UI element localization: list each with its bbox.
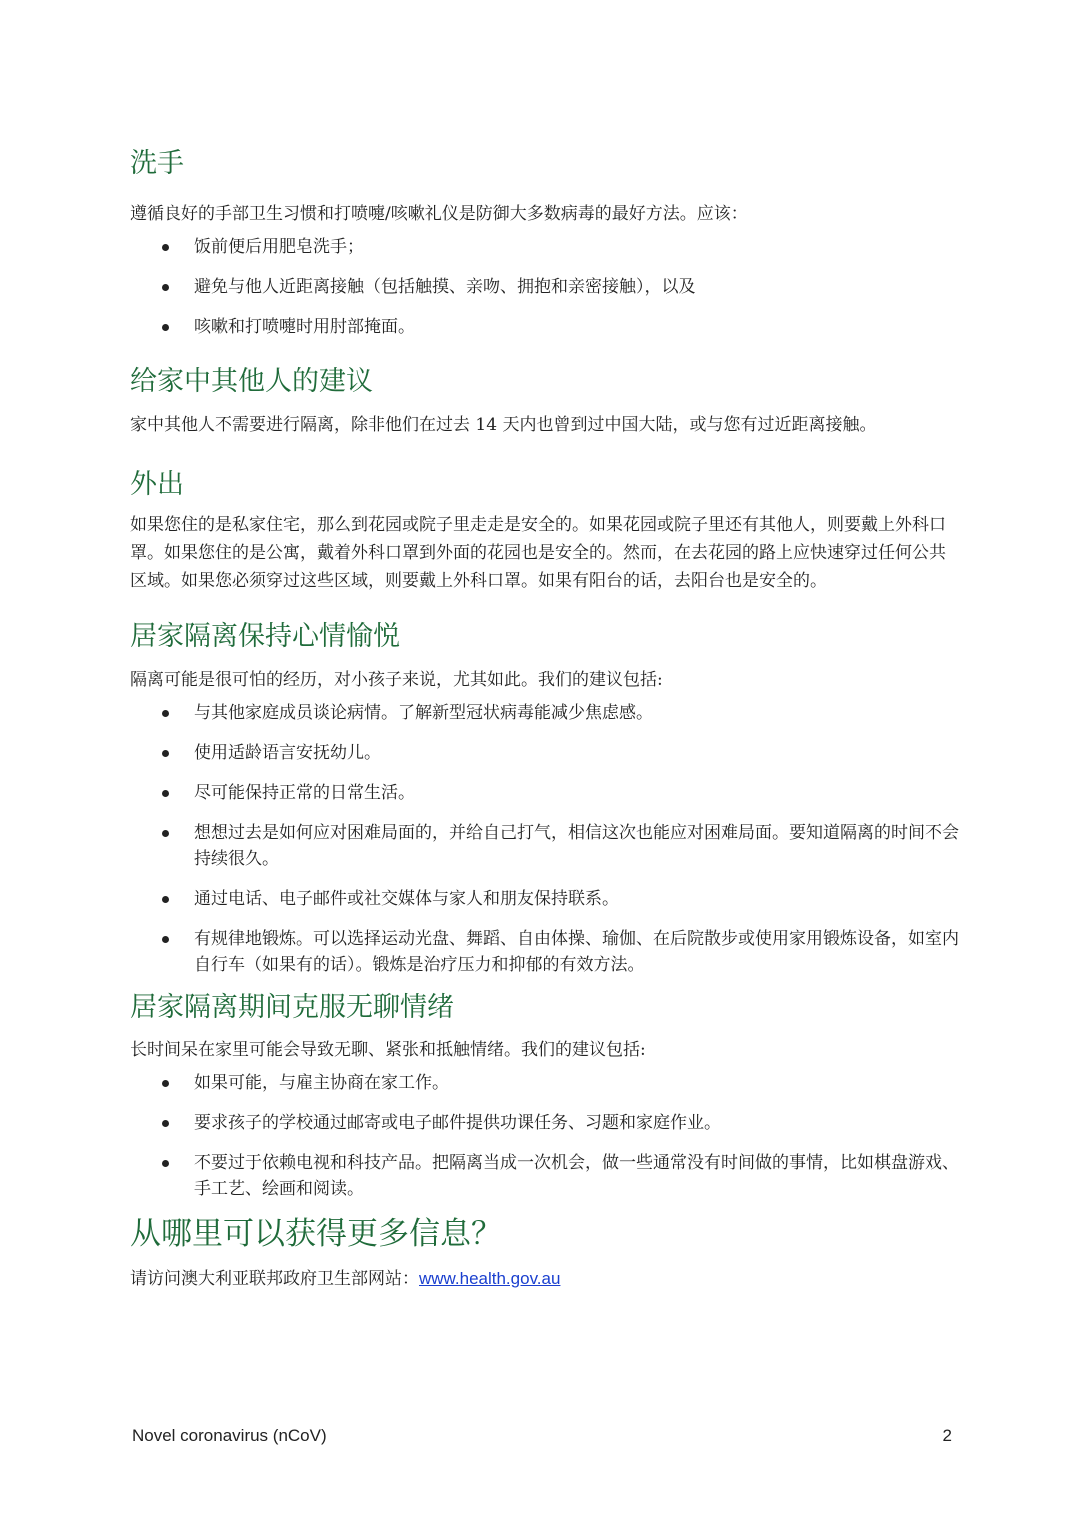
section-intro: 长时间呆在家里可能会导致无聊、紧张和抵触情绪。我们的建议包括: [130, 1039, 646, 1060]
more-info-label: 请访问澳大利亚联邦政府卫生部网站： [130, 1269, 419, 1290]
section-stay-positive [130, 621, 960, 977]
section-intro: 家中其他人不需要进行隔离，除非他们在过去 14 天内也曾到过中国大陆，或与您有过近距离接触。 [130, 414, 877, 435]
section-intro: 如果您住的是私家住宅，那么到花园或院子里走走是安全的。如果花园或院子里还有其他人，则要戴上外科口罩。如果您住的是公寓，戴着外科口罩到外面的花园也是安全的。然而，在去花园的路上应快速穿过任何公共区域。如果您必须穿过这些区域，则要戴上外科口罩。如果有阳台的话，去阳台也是安全的。 [130, 515, 946, 592]
list-item: 如果可能，与雇主协商在家工作。 [130, 1070, 960, 1096]
list-item: 与其他家庭成员谈论病情。了解新型冠状病毒能减少焦虑感。 [130, 700, 960, 726]
footer-document-title: Novel coronavirus (nCoV) [132, 1426, 327, 1445]
document-body [130, 148, 960, 1293]
health-website-link[interactable]: www.health.gov.au [419, 1269, 561, 1289]
page-number: 2 [942, 1426, 952, 1445]
section-title: 洗手 [130, 148, 184, 179]
list-item: 想想过去是如何应对困难局面的，并给自己打气，相信这次也能应对困难局面。要知道隔离的时间不会持续很久。 [130, 820, 960, 872]
section-title: 居家隔离期间克服无聊情绪 [130, 991, 454, 1023]
section-title: 外出 [130, 468, 184, 500]
list-item: 使用适龄语言安抚幼儿。 [130, 740, 960, 766]
section-household-advice [130, 366, 960, 438]
list-item: 尽可能保持正常的日常生活。 [130, 780, 960, 806]
section-handwashing [130, 148, 960, 340]
list-item: 避免与他人近距离接触（包括触摸、亲吻、拥抱和亲密接触），以及 [130, 274, 960, 300]
bullet-list [130, 1070, 960, 1202]
list-item: 咳嗽和打喷嚏时用肘部掩面。 [130, 314, 960, 340]
section-going-out [130, 469, 960, 595]
list-item: 要求孩子的学校通过邮寄或电子邮件提供功课任务、习题和家庭作业。 [130, 1110, 960, 1136]
section-title: 给家中其他人的建议 [130, 366, 373, 398]
more-info-title: 从哪里可以获得更多信息？ [130, 1215, 502, 1252]
bullet-list [130, 700, 960, 978]
more-info-text [130, 1265, 960, 1293]
list-item: 饭前便后用肥皂洗手； [130, 234, 960, 260]
list-item: 通过电话、电子邮件或社交媒体与家人和朋友保持联系。 [130, 886, 960, 912]
page-footer [132, 1426, 952, 1446]
section-intro: 隔离可能是很可怕的经历，对小孩子来说，尤其如此。我们的建议包括: [130, 669, 663, 690]
section-more-info [130, 1216, 960, 1293]
list-item: 有规律地锻炼。可以选择运动光盘、舞蹈、自由体操、瑜伽、在后院散步或使用家用锻炼设备，如室内自行车（如果有的话）。锻炼是治疗压力和抑郁的有效方法。 [130, 926, 960, 978]
section-overcome-boredom [130, 992, 960, 1202]
section-title: 居家隔离保持心情愉悦 [130, 621, 400, 653]
list-item: 不要过于依赖电视和科技产品。把隔离当成一次机会，做一些通常没有时间做的事情，比如棋盘游戏、手工艺、绘画和阅读。 [130, 1150, 960, 1202]
section-intro: 遵循良好的手部卫生习惯和打喷嚏/咳嗽礼仪是防御大多数病毒的最好方法。应该： [130, 204, 748, 225]
bullet-list [130, 234, 960, 340]
